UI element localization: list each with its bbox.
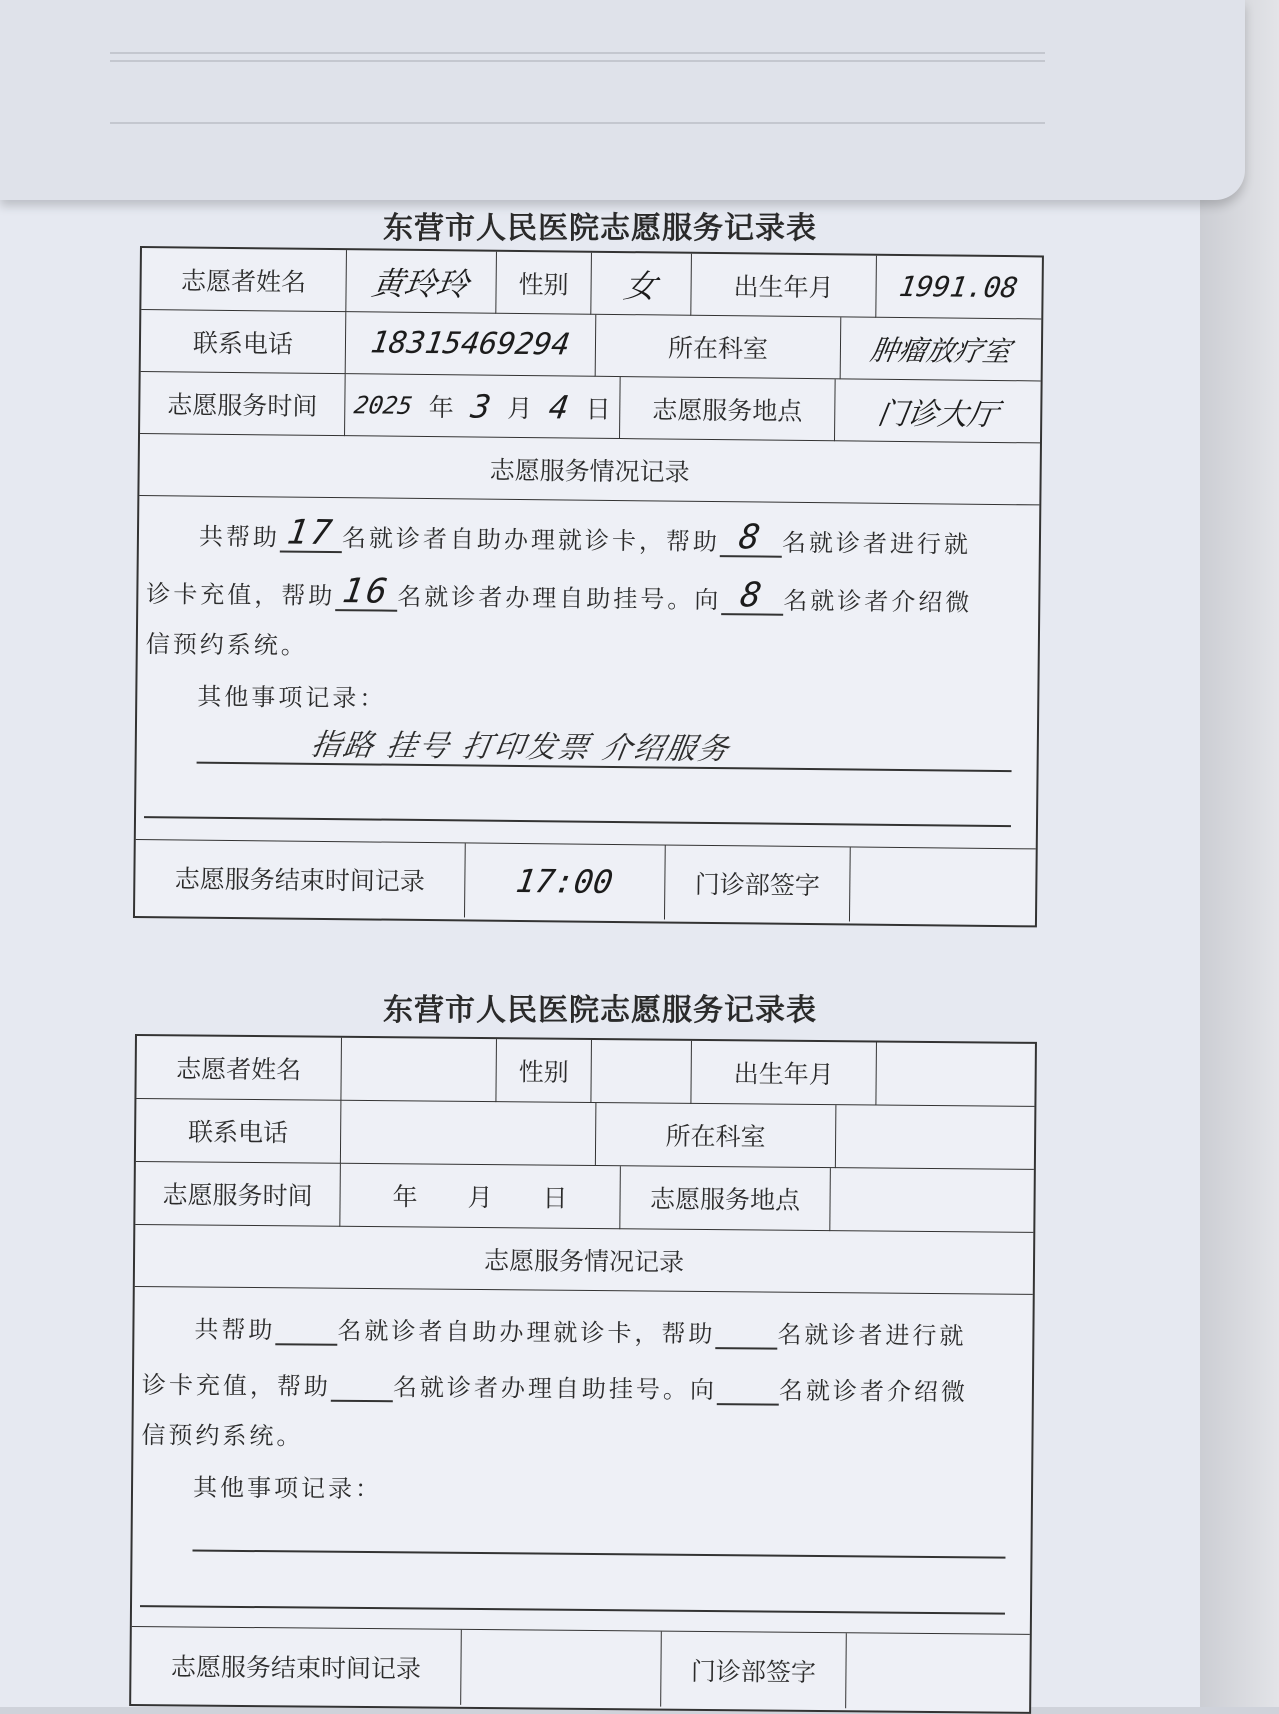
form1-gender-label: 性别: [496, 252, 592, 315]
form2-title: 东营市人民医院志愿服务记录表: [383, 993, 817, 1028]
form1-title: 东营市人民医院志愿服务记录表: [383, 211, 817, 246]
form1-date-value: 2025 年 3 月 4 日: [345, 374, 621, 439]
form1-count-wechat: 8: [721, 583, 783, 616]
previous-page: [0, 0, 1245, 200]
form1-month-label: 月: [507, 393, 533, 423]
form1-phone-value: 18315469294: [346, 312, 597, 377]
previous-page-row: [110, 60, 1045, 124]
form2-end-label: 志愿服务结束时间记录: [131, 1627, 462, 1705]
form2-dept-label: 所在科室: [596, 1103, 837, 1168]
form1-birth-value: 1991.08: [876, 256, 1042, 320]
form2-sign-label: 门诊部签字: [661, 1632, 847, 1709]
form1-time-label: 志愿服务时间: [140, 372, 346, 436]
form1-place-value: 门诊大厅: [835, 379, 1041, 443]
form2-count-register[interactable]: [331, 1370, 393, 1403]
form1-other-label: 其他事项记录：: [197, 682, 387, 713]
desk-background: [1190, 0, 1279, 1707]
form1-other-value: 指路 挂号 打印发票 介绍服务: [308, 727, 733, 768]
form2-phone-value[interactable]: [341, 1101, 597, 1166]
form1-year-label: 年: [428, 392, 454, 422]
form2-sign-value[interactable]: [846, 1633, 1030, 1710]
form1-other-rule-2: [144, 816, 1011, 827]
form2-birth-label: 出生年月: [691, 1041, 877, 1106]
form1-record-line1: 共帮助 17 名就诊者自助办理就诊卡，帮助 8 名就诊者进行就: [198, 512, 972, 559]
form1-dept-value: 肿瘤放疗室: [841, 317, 1042, 381]
form1-count-recharge: 8: [720, 525, 782, 558]
form2-date-value[interactable]: 年 月 日: [340, 1164, 621, 1229]
form1-day-label: 日: [585, 394, 611, 424]
form1-name-label: 志愿者姓名: [141, 248, 347, 312]
form1-record-area: [136, 496, 1040, 849]
form1-place-label: 志愿服务地点: [620, 377, 836, 441]
form2-other-rule-2: [140, 1605, 1005, 1615]
form1-end-label: 志愿服务结束时间记录: [135, 840, 466, 917]
form2-gender-value[interactable]: [591, 1040, 692, 1104]
form1-record-line3: 信预约系统。: [145, 630, 308, 660]
form1-count-register: 16: [335, 579, 397, 612]
form2-phone-label: 联系电话: [136, 1099, 342, 1164]
form2-count-card[interactable]: [275, 1313, 337, 1346]
form2-record-line3: 信预约系统。: [141, 1421, 304, 1451]
form1-name-value: 黄玲玲: [346, 250, 497, 314]
previous-page-row: [110, 0, 1045, 54]
form1-gender-value: 女: [591, 253, 692, 316]
form2-dept-value[interactable]: [836, 1105, 1035, 1170]
form2-end-value[interactable]: [461, 1630, 662, 1707]
form2-other-rule: [192, 1550, 1005, 1559]
form2-record-line2: 诊卡充值，帮助 名就诊者办理自助挂号。向 名就诊者介绍微: [141, 1371, 969, 1407]
form2-record-area: [132, 1287, 1033, 1635]
form1-table: [133, 246, 1044, 927]
form1-record-header: 志愿服务情况记录: [139, 434, 1040, 505]
form2-gender-label: 性别: [496, 1039, 592, 1103]
form2-name-value[interactable]: [341, 1038, 497, 1102]
form2-count-wechat[interactable]: [717, 1373, 779, 1406]
form2-record-line1: 共帮助 名就诊者自助办理就诊卡，帮助 名就诊者进行就: [194, 1310, 966, 1352]
form2-name-label: 志愿者姓名: [136, 1036, 342, 1101]
form1-end-value: 17:00: [465, 843, 666, 919]
form2-time-label: 志愿服务时间: [135, 1162, 341, 1227]
form1-phone-label: 联系电话: [141, 310, 347, 374]
form1-record-line2: 诊卡充值，帮助 16 名就诊者办理自助挂号。向 8 名就诊者介绍微: [146, 571, 973, 617]
form2-count-recharge[interactable]: [715, 1317, 777, 1350]
form2-place-value[interactable]: [830, 1168, 1034, 1233]
form2-place-label: 志愿服务地点: [620, 1166, 831, 1231]
form2-birth-value[interactable]: [876, 1042, 1035, 1106]
form1-birth-label: 出生年月: [691, 254, 877, 318]
form2-record-header: 志愿服务情况记录: [135, 1225, 1034, 1295]
form1-sign-value: [850, 847, 1036, 923]
form1-count-card: 17: [280, 520, 342, 553]
form1-dept-label: 所在科室: [596, 315, 842, 380]
form2-table: [129, 1034, 1037, 1714]
form1-sign-label: 门诊部签字: [665, 846, 851, 922]
form2-other-label: 其他事项记录：: [192, 1473, 383, 1504]
